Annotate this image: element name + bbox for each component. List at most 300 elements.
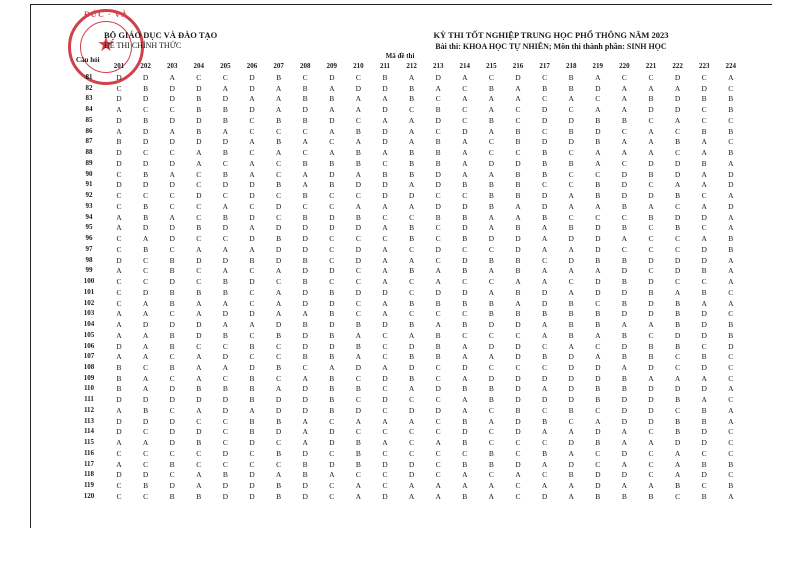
answer-cell: A [728,416,734,426]
answer-cell: D [595,277,601,287]
answer-cell: D [196,330,202,340]
answer-cell: A [541,427,548,437]
answer-cell: C [488,438,494,448]
answer-cell: B [276,448,282,458]
answer-cell: D [728,201,734,211]
answer-cell: A [355,201,362,211]
answer-cell: B [143,481,149,491]
answer-cell: C [329,191,335,201]
answer-cell: A [435,277,441,287]
answer-cell: C [116,277,122,287]
answer-cell: D [541,395,548,405]
answer-cell: D [541,298,548,308]
answer-cell: A [275,148,282,158]
answer-cell: C [355,373,361,383]
answer-cell: A [302,416,308,426]
answer-cell: D [142,137,149,147]
answer-cell: D [222,137,229,147]
answer-cell: C [302,148,308,158]
answer-cell: D [674,266,681,276]
answer-cell: C [542,470,548,480]
answer-cell: C [462,105,468,115]
answer-cell: B [701,491,707,501]
answer-cell: D [515,395,521,405]
answer-cell: D [488,234,495,244]
answer-cell: B [542,158,548,168]
question-number: 82 [85,83,93,92]
answer-cell: C [621,158,627,168]
answer-cell: A [488,94,495,104]
exam-code-header: 214 [459,62,471,70]
answer-cell: C [329,277,335,287]
answer-cell: D [116,341,122,351]
answer-cell: A [462,352,468,362]
answer-cell: D [648,255,654,265]
answer-cell: D [355,362,362,372]
answer-cell: D [196,320,202,330]
answer-cell: C [621,73,627,82]
answer-cell: A [621,83,628,93]
answer-cell: C [329,201,335,211]
answer-cell: D [116,94,122,104]
answer-cell: D [249,105,255,115]
answer-cell: A [595,148,601,158]
answer-cell: C [196,180,202,190]
answer-cell: B [675,191,681,201]
answer-cell: A [196,298,202,308]
answer-cell: A [275,470,282,480]
answer-cell: A [222,201,229,211]
answer-cell: D [648,395,654,405]
answer-cell: A [382,277,388,287]
answer-cell: B [515,191,521,201]
exam-code-header: 219 [592,62,604,70]
answer-cell: D [515,427,521,437]
answer-cell: A [275,384,282,394]
answer-cell: C [435,395,441,405]
answer-cell: B [196,223,202,233]
answer-cell: C [515,438,521,448]
answer-cell: C [595,94,601,104]
answer-cell: C [675,126,681,136]
answer-cell: D [275,201,282,211]
answer-cell: D [541,287,548,297]
answer-cell: B [542,83,548,93]
answer-cell: C [276,352,282,362]
answer-cell: C [542,405,548,415]
answer-cell: C [409,438,415,448]
answer-cell: B [222,330,228,340]
answer-cell: C [728,362,734,372]
answer-cell: C [196,459,202,469]
answer-cell: C [595,169,601,179]
answer-cell: A [621,105,628,115]
answer-cell: D [674,158,681,168]
answer-cell: B [302,255,308,265]
answer-cell: B [462,384,468,394]
answer-cell: D [142,158,149,168]
answer-cell: A [169,169,175,179]
answer-cell: D [382,287,388,297]
answer-cell: C [222,427,228,437]
exam-code-header: 222 [672,62,683,70]
answer-cell: C [488,244,494,254]
exam-code-header: 201 [113,62,125,70]
answer-cell: B [222,115,228,125]
answer-cell: D [169,395,175,405]
answer-cell: B [329,309,335,319]
answer-cell: B [435,212,441,222]
answer-cell: C [488,277,494,287]
answer-cell: D [329,223,335,233]
page-border-top [30,4,772,5]
answer-cell: D [196,137,202,147]
answer-cell: C [435,94,441,104]
answer-cell: A [249,137,255,147]
answer-cell: B [355,448,361,458]
answer-cell: A [621,137,628,147]
answer-cell: B [621,223,627,233]
answer-cell: D [116,255,122,265]
answer-cell: B [675,427,681,437]
answer-cell: D [249,191,255,201]
answer-cell: C [169,373,175,383]
answer-cell: A [488,169,495,179]
answer-cell: B [675,395,681,405]
page-border-left [30,4,31,528]
answer-cell: B [355,438,361,448]
answer-cell: A [648,481,654,491]
answer-cell: C [435,416,441,426]
answer-cell: B [382,73,388,82]
answer-cell: B [409,158,415,168]
answer-cell: D [169,481,175,491]
answer-cell: D [355,83,362,93]
answer-cell: C [568,212,574,222]
answer-cell: B [276,330,282,340]
answer-cell: B [648,287,654,297]
answer-cell: D [142,180,149,190]
answer-cell: D [541,201,548,211]
answer-cell: C [249,352,255,362]
answer-cell: C [143,277,149,287]
answer-cell: C [675,352,681,362]
answer-cell: D [701,244,707,254]
answer-cell: C [728,448,734,458]
answer-cell: D [621,169,628,179]
answer-cell: A [116,212,122,222]
answer-cell: C [143,105,149,115]
answer-cell: B [409,266,415,276]
answer-cell: B [488,83,494,93]
answer-cell: B [728,105,734,115]
answer-cell: B [116,137,122,147]
answer-cell: D [116,470,122,480]
answer-cell: D [169,158,175,168]
answer-cell: C [196,169,202,179]
question-number: 115 [83,438,95,447]
answer-cell: A [169,126,175,136]
answer-cell: B [302,191,308,201]
answer-cell: D [222,223,229,233]
answer-cell: A [142,330,149,340]
answer-cell: A [648,373,654,383]
answer-cell: D [515,459,521,469]
answer-cell: B [701,158,707,168]
answer-cell: A [382,201,388,211]
answer-cell: A [249,94,255,104]
answer-cell: B [648,169,654,179]
answer-cell: A [488,352,495,362]
answer-cell: C [382,481,388,491]
answer-cell: D [355,287,362,297]
answer-cell: C [329,244,335,254]
answer-cell: B [329,384,335,394]
answer-cell: C [222,191,228,201]
answer-cell: B [222,384,228,394]
answer-cell: B [728,234,734,244]
answer-cell: D [302,448,308,458]
answer-cell: C [249,287,255,297]
answer-cell: A [728,277,734,287]
answer-cell: B [595,438,601,448]
answer-cell: D [515,416,521,426]
answer-cell: A [435,438,441,448]
answer-cell: B [675,223,681,233]
answer-cell: C [116,169,122,179]
answer-cell: C [355,470,361,480]
answer-cell: B [276,362,282,372]
answer-cell: B [728,94,734,104]
answer-cell: D [329,266,335,276]
question-number: 104 [83,320,95,329]
question-number: 91 [85,180,93,189]
answer-cell: A [142,309,149,319]
answer-cell: D [169,180,175,190]
answer-cell: B [435,341,441,351]
answer-cell: A [701,298,707,308]
answer-cell: B [249,341,255,351]
answer-cell: C [435,373,441,383]
answer-cell: A [621,320,628,330]
answer-cell: C [329,137,335,147]
answer-cell: D [408,191,415,201]
answer-cell: B [196,105,202,115]
answer-cell: D [116,395,122,405]
answer-cell: D [142,126,149,136]
answer-cell: A [674,83,681,93]
answer-cell: B [409,373,415,383]
answer-cell: C [488,362,494,372]
answer-cell: C [435,223,441,233]
answer-cell: D [648,298,654,308]
answer-cell: B [595,255,601,265]
answer-cell: C [222,459,228,469]
answer-cell: C [276,459,282,469]
answer-cell: B [302,94,308,104]
answer-cell: D [435,405,441,415]
exam-code-header: 216 [512,62,524,70]
answer-cell: C [116,191,122,201]
answer-cell: D [515,341,521,351]
answer-cell: C [409,448,415,458]
answer-cell: D [142,320,149,330]
answer-cell: C [276,191,282,201]
answer-cell: A [196,309,202,319]
answer-cell: C [222,158,228,168]
answer-cell: B [488,384,494,394]
answer-cell: C [568,416,574,426]
answer-cell: C [515,481,521,491]
answer-cell: A [222,266,229,276]
answer-cell: B [675,137,681,147]
answer-cell: D [222,491,229,501]
answer-cell: B [488,180,494,190]
answer-cell: C [196,341,202,351]
answer-cell: D [169,234,175,244]
official-exam-label: ĐỀ THI CHÍNH THỨC [104,41,182,50]
answer-cell: B [621,352,627,362]
answer-cell: D [621,405,628,415]
answer-cell: D [329,115,335,125]
answer-cell: A [728,266,734,276]
answer-cell: A [142,373,149,383]
answer-cell: C [382,234,388,244]
answer-cell: C [276,373,282,383]
answer-cell: A [541,320,548,330]
answer-cell: A [169,73,175,82]
question-number: 120 [83,491,95,500]
answer-cell: D [275,320,282,330]
answer-cell: D [674,94,681,104]
answer-cell: A [701,234,707,244]
answer-cell: D [329,427,335,437]
answer-cell: B [515,309,521,319]
answer-cell: D [515,373,521,383]
answer-cell: A [196,470,202,480]
exam-code-header: 207 [273,62,284,70]
answer-cell: B [568,298,574,308]
answer-cell: B [595,395,601,405]
answer-cell: A [302,438,308,448]
answer-cell: B [169,255,175,265]
answer-cell: A [488,491,495,501]
answer-cell: B [435,298,441,308]
answer-cell: C [276,169,282,179]
answer-cell: A [515,298,521,308]
answer-cell: C [116,491,122,501]
exam-code-header: 221 [645,62,657,70]
answer-cell: C [143,148,149,158]
answer-cell: A [488,481,495,491]
answer-cell: B [462,180,468,190]
answer-cell: B [648,94,654,104]
answer-cell: A [196,148,202,158]
answer-cell: C [116,83,122,93]
answer-cell: B [329,395,335,405]
answer-cell: A [568,191,574,201]
question-number: 109 [83,373,95,382]
answer-cell: C [196,73,202,82]
answer-cell: D [302,298,308,308]
answer-cell: A [302,137,308,147]
answer-cell: B [249,255,255,265]
answer-cell: A [408,73,415,82]
answer-cell: B [515,169,521,179]
exam-code-header: 211 [379,62,391,70]
answer-cell: D [408,362,415,372]
exam-code-header: 224 [725,62,737,70]
answer-cell: D [196,427,202,437]
answer-cell: D [595,83,601,93]
answer-cell: C [355,395,361,405]
answer-cell: A [249,244,255,254]
exam-code-header: 215 [486,62,497,70]
question-number: 88 [85,148,93,157]
answer-cell: D [169,438,175,448]
exam-code-header: 205 [220,62,231,70]
answer-cell: A [408,115,415,125]
subject-line: Bài thi: KHOA HỌC TỰ NHIÊN; Môn thi thành phần: SINH HỌC [435,42,667,51]
answer-cell: A [462,373,468,383]
exam-code-header: 218 [565,62,577,70]
answer-cell: C [568,180,574,190]
answer-cell: A [382,115,388,125]
answer-cell: B [701,459,707,469]
answer-cell: B [648,352,654,362]
answer-cell: A [595,105,601,115]
answer-cell: D [462,362,468,372]
answer-cell: D [169,384,175,394]
answer-cell: B [515,180,521,190]
answer-cell: C [515,105,521,115]
answer-cell: C [276,126,282,136]
answer-cell: D [222,395,229,405]
answer-cell: C [542,362,548,372]
answer-cell: D [648,158,654,168]
answer-cell: A [462,148,468,158]
answer-cell: C [595,298,601,308]
answer-cell: C [409,427,415,437]
answer-cell: A [408,201,415,211]
answer-cell: B [409,169,415,179]
answer-cell: C [355,191,361,201]
answer-cell: D [541,491,548,501]
answer-cell: B [728,126,734,136]
answer-cell: D [249,83,255,93]
answer-cell: A [222,362,229,372]
answer-cell: A [275,287,282,297]
answer-cell: C [648,244,654,254]
answer-cell: C [116,448,122,458]
question-number: 106 [83,341,95,350]
answer-cell: C [728,83,734,93]
answer-cell: A [568,287,574,297]
answer-cell: A [435,266,441,276]
answer-cell: C [488,405,494,415]
answer-cell: C [675,201,681,211]
answer-cell: A [541,277,548,287]
answer-cell: A [488,126,495,136]
question-number: 90 [85,169,93,178]
answer-cell: B [515,126,521,136]
answer-cell: A [515,201,521,211]
answer-cell: D [435,73,441,82]
answer-cell: A [568,201,574,211]
answer-cell: A [728,158,734,168]
answer-cell: A [142,384,149,394]
answer-cell: C [595,341,601,351]
